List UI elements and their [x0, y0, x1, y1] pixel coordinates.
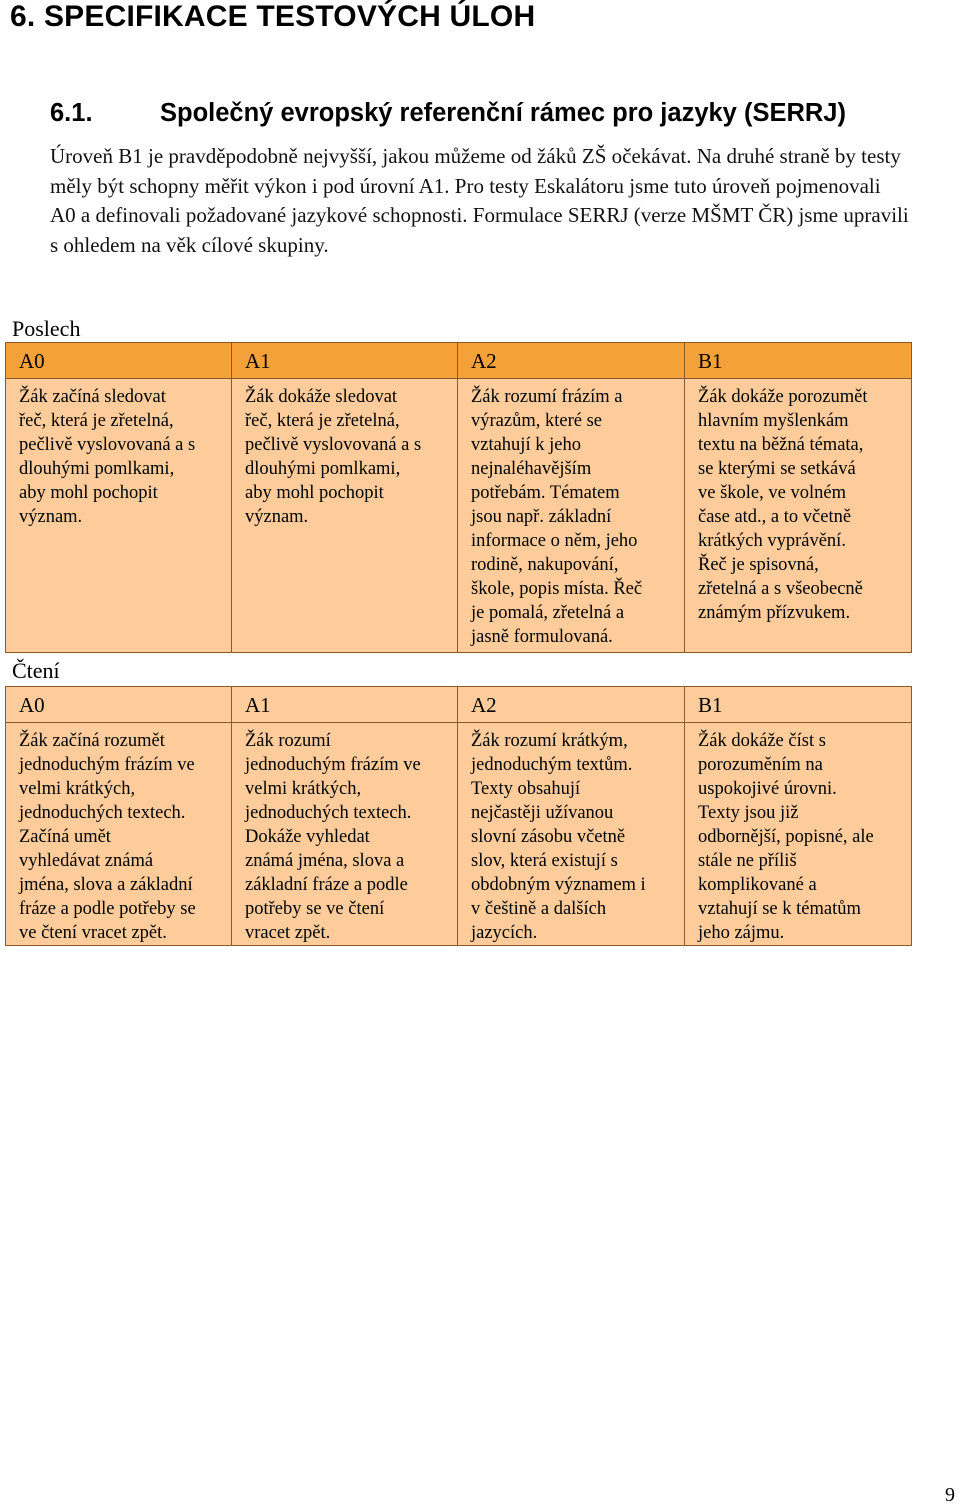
level-header-a0: A0: [6, 687, 232, 723]
listening-cell-a2: Žák rozumí frázím a výrazům, které se vztahují k jeho nejnaléhavějším potřebám. Tématem jsou např. základní informace o něm, jeho rodině, nakupování, škole, popis místa. Řeč je pomalá, zřetelná a jasně formulovaná.: [458, 379, 685, 653]
listening-desc-row: [6, 379, 912, 653]
level-header-a0: A0: [6, 343, 232, 379]
level-header-b1: B1: [685, 343, 912, 379]
intro-paragraph: Úroveň B1 je pravděpodobně nejvyšší, jakou můžeme od žáků ZŠ očekávat. Na druhé straně by testy měly být schopny měřit výkon i pod úrovní A1. Pro testy Eskalátoru jsme tuto úroveň pojmenovali A0 a definovali požadované jazykové schopnosti. Formulace SERRJ (verze MŠMT ČR) jsme upravili s ohledem na věk cílové skupiny.: [50, 144, 909, 257]
reading-header-row: [6, 687, 912, 723]
listening-cell-a1: Žák dokáže sledovat řeč, která je zřetelná, pečlivě vyslovovaná a s dlouhými pomlkami, aby mohl pochopit význam.: [232, 379, 458, 653]
level-header-a2: A2: [458, 343, 685, 379]
section-title: Společný evropský referenční rámec pro jazyky (SERRJ): [160, 99, 846, 127]
reading-cell-a0: Žák začíná rozumět jednoduchým frázím ve velmi krátkých, jednoduchých textech. Začíná umět vyhledávat známá jména, slova a základní fráze a podle potřeby se ve čtení vracet zpět.: [6, 723, 232, 946]
reading-cell-a2: Žák rozumí krátkým, jednoduchým textům. Texty obsahují nejčastěji užívanou slovní zásobu včetně slov, která existují s obdobným významem i v češtině a dalších jazycích.: [458, 723, 685, 946]
listening-header-row: [6, 343, 912, 379]
reading-label: Čtení: [12, 658, 60, 683]
listening-label: Poslech: [12, 316, 81, 341]
page-title: 6. SPECIFIKACE TESTOVÝCH ÚLOH: [10, 0, 536, 33]
page-number: 9: [945, 1484, 955, 1506]
level-header-b1: B1: [685, 687, 912, 723]
listening-table: [5, 342, 912, 653]
listening-cell-b1: Žák dokáže porozumět hlavním myšlenkám textu na běžná témata, se kterými se setkává ve škole, ve volném čase atd., a to včetně krátkých vyprávění. Řeč je spisovná, zřetelná a s všeobecně známým přízvukem.: [685, 379, 912, 653]
reading-cell-a1: Žák rozumí jednoduchým frázím ve velmi krátkých, jednoduchých textech. Dokáže vyhledat známá jména, slova a základní fráze a podle potřeby se ve čtení vracet zpět.: [232, 723, 458, 946]
level-header-a1: A1: [232, 343, 458, 379]
listening-cell-a0: Žák začíná sledovat řeč, která je zřetelná, pečlivě vyslovovaná a s dlouhými pomlkami, aby mohl pochopit význam.: [6, 379, 232, 653]
reading-cell-b1: Žák dokáže číst s porozuměním na uspokojivé úrovni. Texty jsou již odbornější, popisné, ale stále ne příliš komplikované a vztahují se k tématům jeho zájmu.: [685, 723, 912, 946]
level-header-a1: A1: [232, 687, 458, 723]
section-number: 6.1.: [50, 99, 93, 127]
section-heading: [50, 99, 846, 128]
level-header-a2: A2: [458, 687, 685, 723]
reading-desc-row: [6, 723, 912, 946]
reading-table: [5, 686, 912, 946]
